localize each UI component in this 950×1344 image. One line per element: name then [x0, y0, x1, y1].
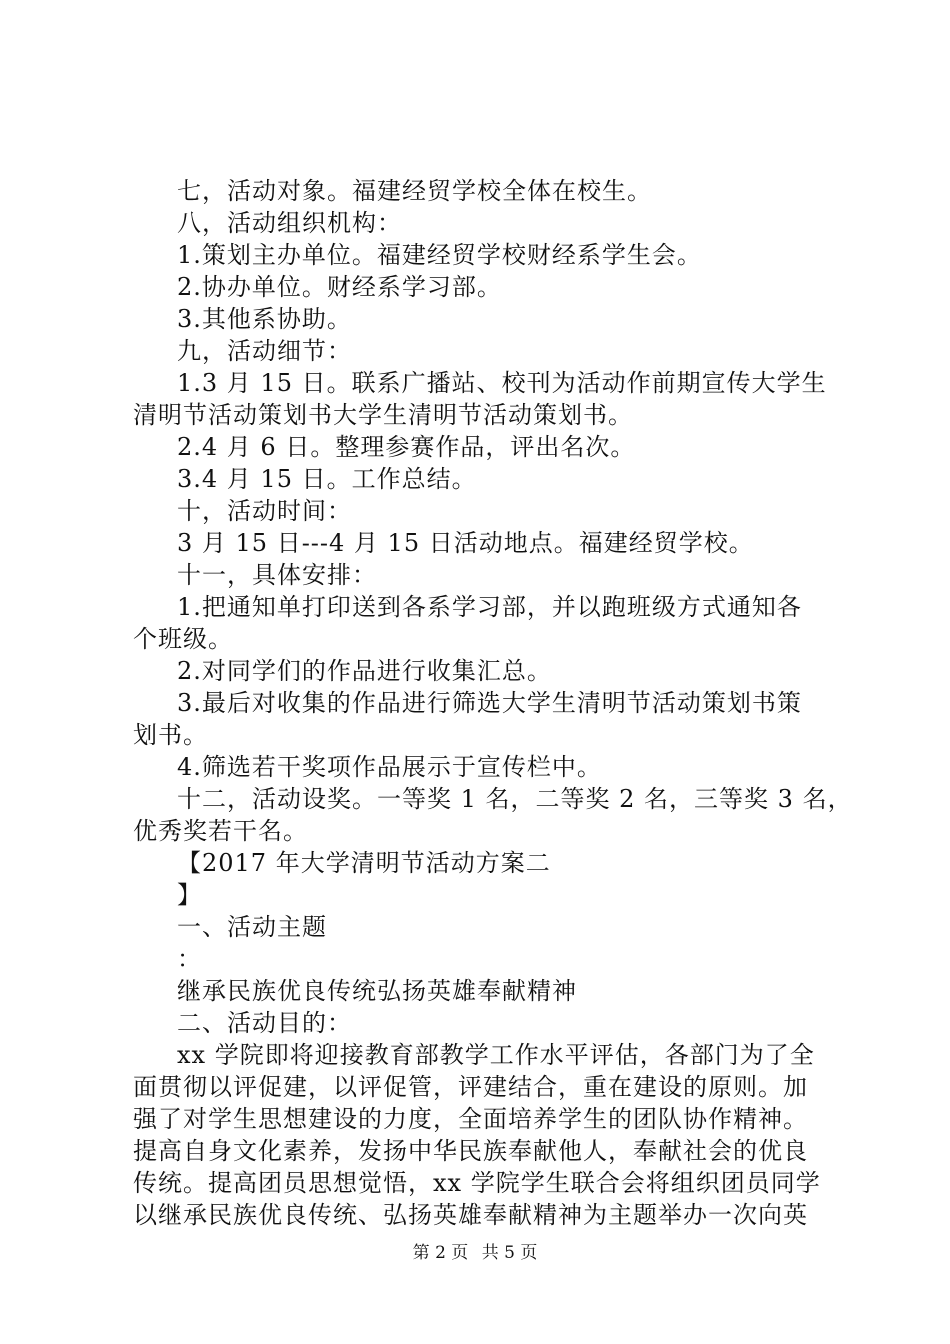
- text-line: 3.4 月 15 日。工作总结。: [177, 465, 477, 493]
- text-line: 】: [177, 881, 202, 909]
- text-line: 七，活动对象。福建经贸学校全体在校生。: [177, 177, 652, 205]
- text-line: 3 月 15 日---4 月 15 日活动地点。福建经贸学校。: [177, 529, 754, 557]
- text-line: 以继承民族优良传统、弘扬英雄奉献精神为主题举办一次向英: [133, 1201, 808, 1229]
- text-line: 2.4 月 6 日。整理参赛作品，评出名次。: [177, 433, 636, 461]
- page-number: 第 2 页: [412, 1243, 469, 1263]
- text-line: 强了对学生思想建设的力度，全面培养学生的团队协作精神。: [133, 1105, 808, 1133]
- text-line: 十一，具体安排：: [177, 561, 377, 589]
- text-line: 清明节活动策划书大学生清明节活动策划书。: [133, 401, 633, 429]
- text-line: 4.筛选若干奖项作品展示于宣传栏中。: [177, 753, 602, 781]
- text-line: 八，活动组织机构：: [177, 209, 402, 237]
- text-line: 十，活动时间：: [177, 497, 352, 525]
- text-line: 继承民族优良传统弘扬英雄奉献精神: [177, 977, 577, 1005]
- text-line: 1.把通知单打印送到各系学习部，并以跑班级方式通知各: [177, 593, 802, 621]
- text-line: 九，活动细节：: [177, 337, 352, 365]
- text-line: ：: [177, 945, 202, 973]
- text-line: 优秀奖若干名。: [133, 817, 308, 845]
- text-line: 2.协办单位。财经系学习部。: [177, 273, 502, 301]
- text-line: 提高自身文化素养，发扬中华民族奉献他人，奉献社会的优良: [133, 1137, 808, 1165]
- page-footer: [0, 1242, 950, 1264]
- text-line: 传统。提高团员思想觉悟，xx 学院学生联合会将组织团员同学: [133, 1169, 821, 1197]
- text-line: 面贯彻以评促建，以评促管，评建结合，重在建设的原则。加: [133, 1073, 808, 1101]
- text-line: 个班级。: [133, 625, 233, 653]
- text-line: 划书。: [133, 721, 208, 749]
- text-line: 1.3 月 15 日。联系广播站、校刊为活动作前期宣传大学生: [177, 369, 827, 397]
- text-line: 十二，活动设奖。一等奖 1 名，二等奖 2 名，三等奖 3 名，: [177, 785, 853, 813]
- text-line: 二、活动目的：: [177, 1009, 352, 1037]
- text-line: 3.最后对收集的作品进行筛选大学生清明节活动策划书策: [177, 689, 802, 717]
- text-line: 1.策划主办单位。福建经贸学校财经系学生会。: [177, 241, 702, 269]
- text-line: 2.对同学们的作品进行收集汇总。: [177, 657, 552, 685]
- page-total: 共 5 页: [481, 1243, 538, 1263]
- document-body: [133, 175, 853, 1231]
- text-line: xx 学院即将迎接教育部教学工作水平评估，各部门为了全: [177, 1041, 815, 1069]
- text-line: 【2017 年大学清明节活动方案二: [177, 849, 551, 877]
- text-line: 3.其他系协助。: [177, 305, 352, 333]
- text-line: 一、活动主题: [177, 913, 327, 941]
